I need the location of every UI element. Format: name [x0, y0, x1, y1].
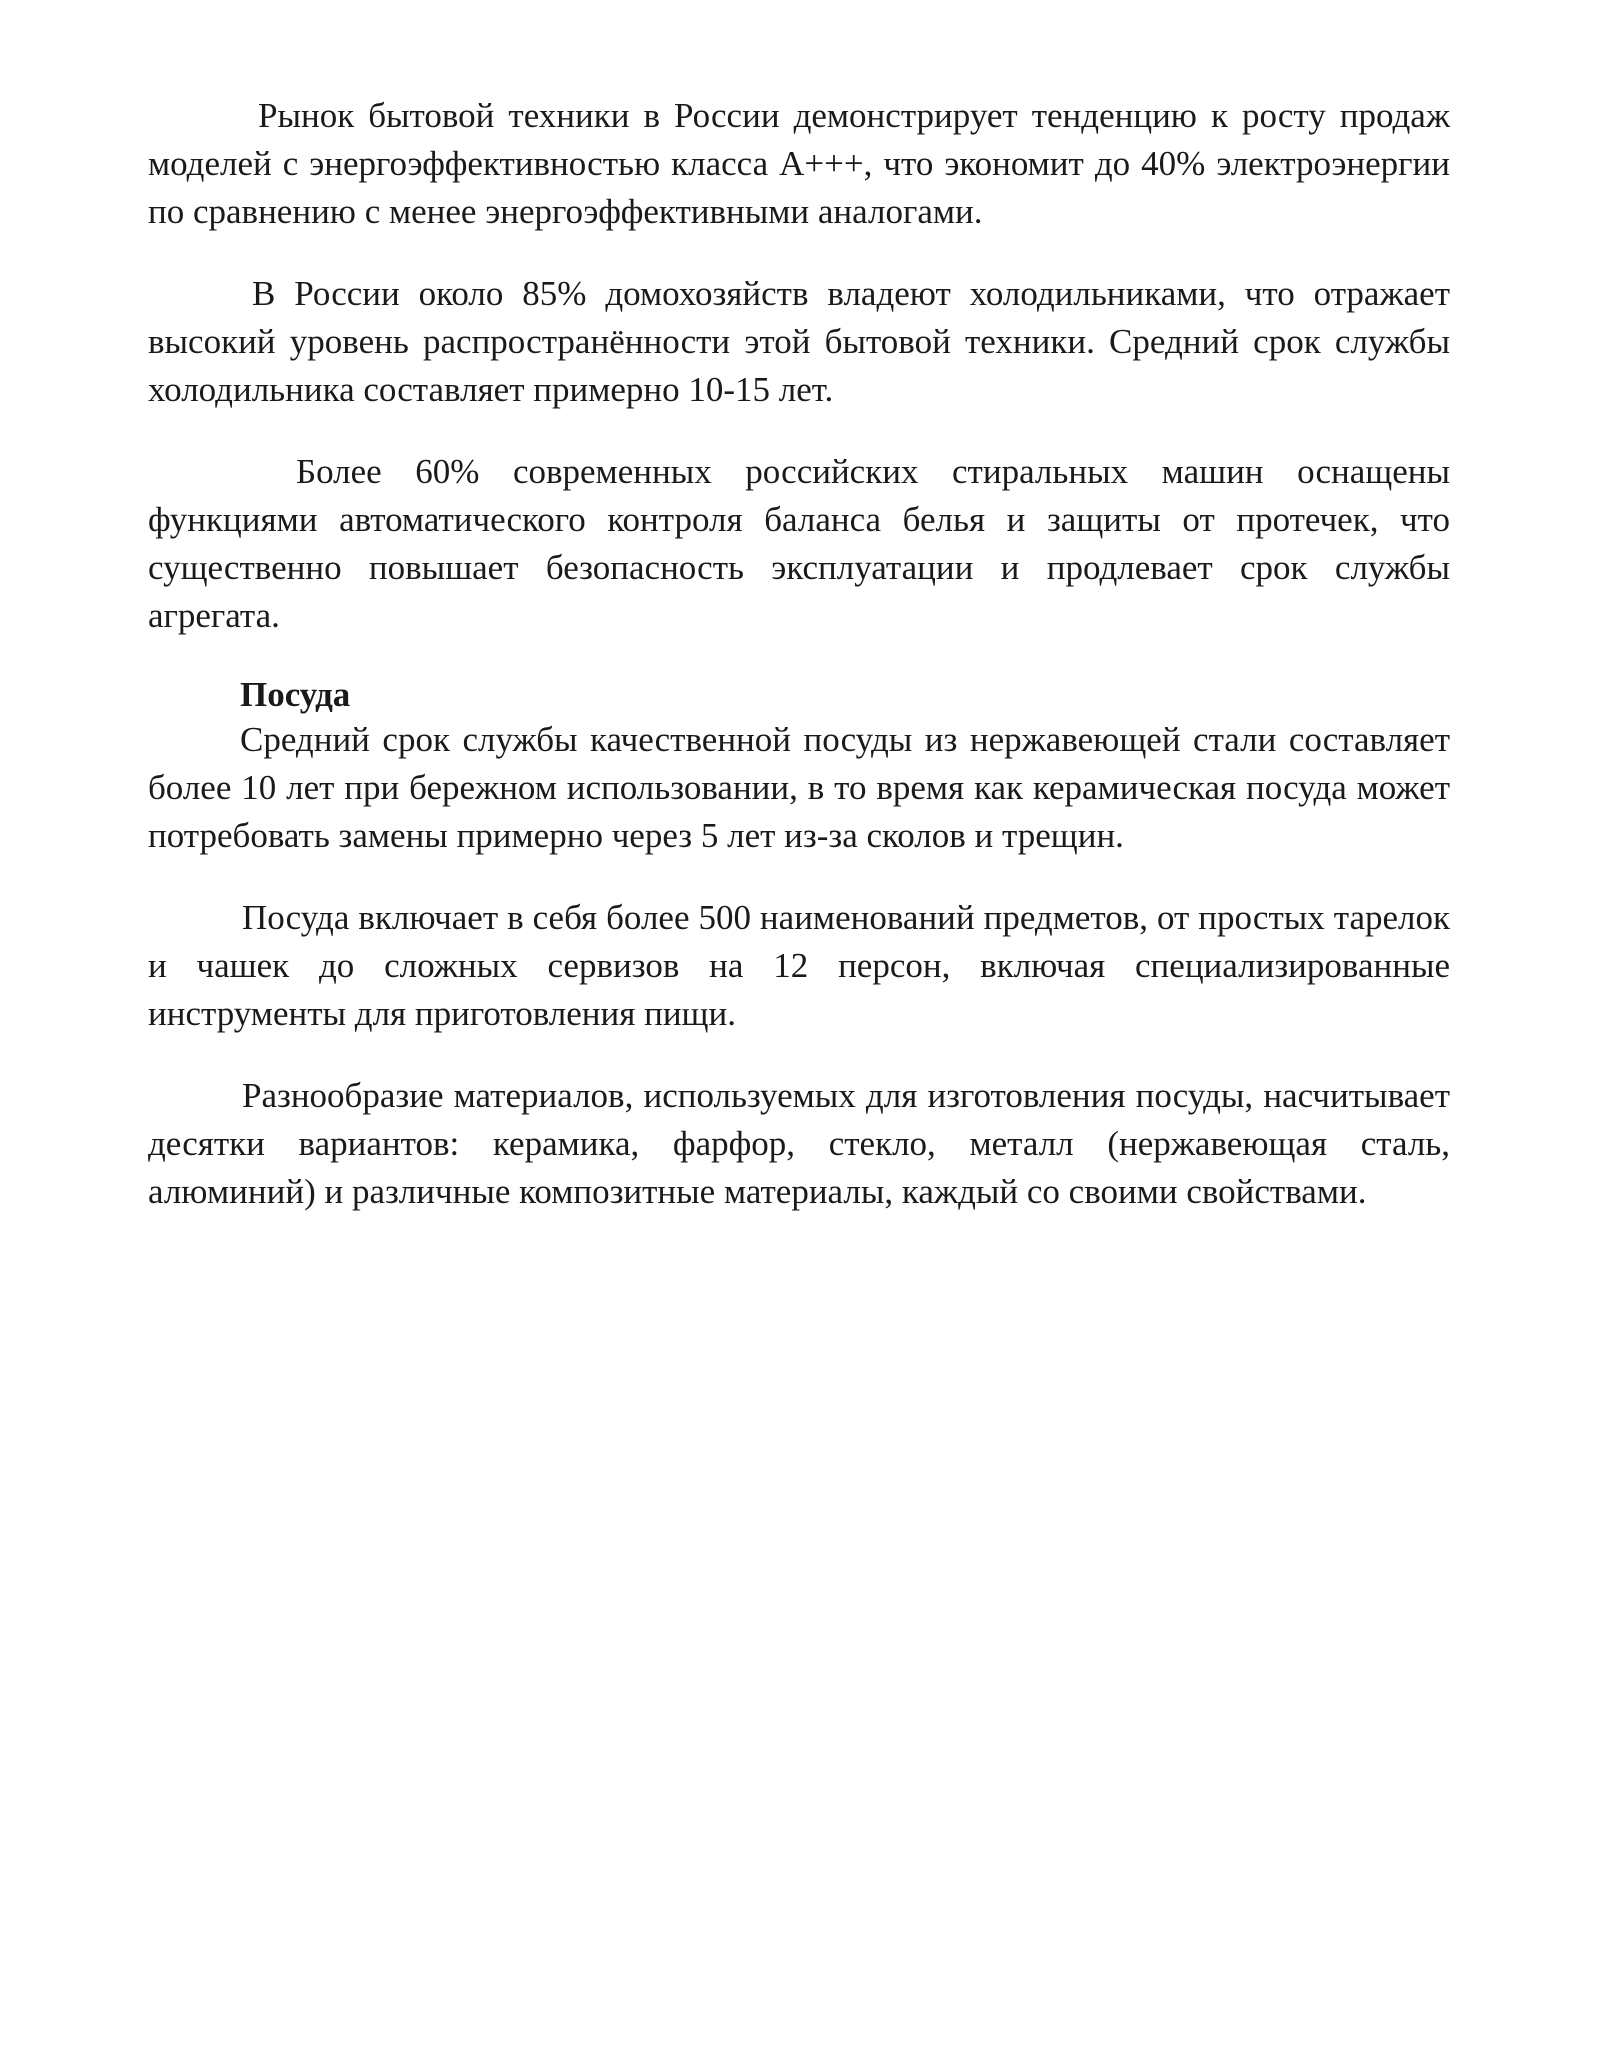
paragraph-tableware-lifespan: Средний срок службы качественной посуды из нержавеющей стали составляет более 10 лет при бережном использовании, в то время как керамическая посуда может потребовать замены примерно через 5 лет из-за сколов и трещин. [148, 720, 1450, 855]
paragraph-appliance-market: Рынок бытовой техники в России демонстрирует тенденцию к росту продаж моделей с энергоэффективностью класса A+++, что экономит до 40% электроэнергии по сравнению с менее энергоэффективными аналогами. [148, 96, 1450, 231]
paragraph-refrigerators: В России около 85% домохозяйств владеют холодильниками, что отражает высокий уровень распространённости этой бытовой техники. Средний срок службы холодильника составляет примерно 10-15 лет. [148, 274, 1450, 409]
paragraph-tableware-items: Посуда включает в себя более 500 наименований предметов, от простых тарелок и чашек до сложных сервизов на 12 персон, включая специализированные инструменты для приготовления пищи. [148, 898, 1450, 1033]
section-heading-tableware: Посуда [240, 675, 351, 714]
document-body [148, 92, 1450, 1250]
paragraph-washing-machines: Более 60% современных российских стиральных машин оснащены функциями автоматического контроля баланса белья и защиты от протечек, что существенно повышает безопасность эксплуатации и продлевает срок службы агрегата. [148, 452, 1450, 635]
paragraph-tableware-materials: Разнообразие материалов, используемых для изготовления посуды, насчитывает десятки вариантов: керамика, фарфор, стекло, металл (нержавеющая сталь, алюминий) и различные композитные материалы, каждый со своими свойствами. [148, 1076, 1450, 1211]
